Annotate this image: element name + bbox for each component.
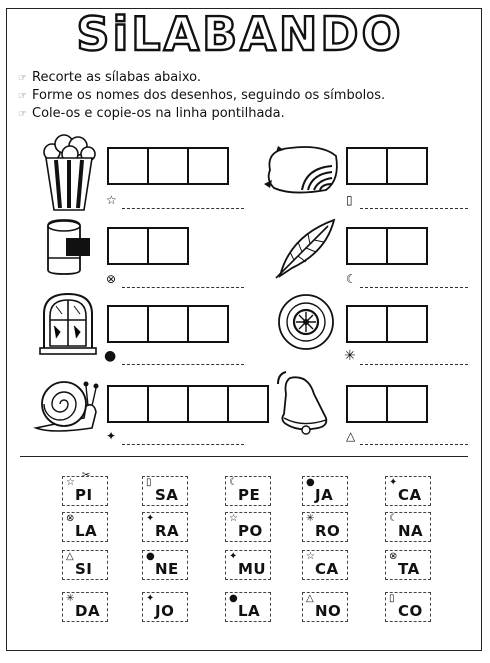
answer-boxes-popcorn [107, 147, 229, 185]
syllable-card[interactable] [385, 512, 431, 542]
clue-symbol: ✳ [344, 348, 356, 364]
answer-box[interactable] [386, 227, 428, 265]
syllable-card[interactable] [142, 592, 188, 622]
writing-line[interactable] [360, 364, 468, 365]
syllable-symbol: ☆ [306, 551, 315, 562]
syllable-card[interactable] [385, 550, 431, 580]
syllable-card[interactable] [302, 550, 348, 580]
answer-box[interactable] [187, 385, 229, 423]
syllable-text: JO [155, 602, 175, 620]
syllable-symbol: ⊗ [389, 551, 398, 562]
answer-box[interactable] [187, 305, 229, 343]
hand-pointer-icon: ☞ [18, 91, 27, 102]
syllable-symbol: ☆ [229, 513, 238, 524]
bell-icon [268, 366, 338, 438]
syllable-card[interactable] [62, 550, 108, 580]
syllable-card[interactable] [142, 550, 188, 580]
answer-box[interactable] [107, 147, 149, 185]
syllable-symbol: ✦ [146, 513, 155, 524]
answer-box[interactable] [346, 385, 388, 423]
writing-line[interactable] [122, 444, 244, 445]
instruction-1: ☞ Recorte as sílabas abaixo. [18, 70, 202, 85]
answer-box[interactable] [386, 385, 428, 423]
window-icon [38, 290, 98, 356]
snail-icon [32, 372, 102, 436]
answer-box[interactable] [147, 227, 189, 265]
clue-symbol: ☆ [106, 193, 117, 207]
popcorn-icon [40, 132, 98, 212]
clue-symbol: ● [104, 348, 117, 364]
pillow-icon [262, 140, 342, 198]
answer-box[interactable] [386, 305, 428, 343]
writing-line[interactable] [360, 208, 468, 209]
answer-box[interactable] [147, 385, 189, 423]
answer-boxes-eye [346, 305, 428, 343]
syllable-text: MU [238, 560, 267, 578]
syllable-text: PE [238, 486, 261, 504]
eye-icon [274, 292, 340, 352]
answer-boxes-pillow [346, 147, 428, 185]
syllable-text: CA [315, 560, 339, 578]
syllable-text: RO [315, 522, 341, 540]
syllable-symbol: ☆ [66, 477, 75, 488]
cut-section-divider [20, 456, 468, 457]
syllable-symbol: ✳ [306, 513, 315, 524]
syllable-symbol: ✦ [146, 593, 155, 604]
syllable-text: CA [398, 486, 422, 504]
hand-pointer-icon: ☞ [18, 73, 27, 84]
answer-box[interactable] [107, 385, 149, 423]
writing-line[interactable] [360, 444, 468, 445]
syllable-symbol: ● [146, 551, 155, 562]
writing-line[interactable] [122, 208, 244, 209]
scissors-icon: ✂ [82, 470, 91, 481]
syllable-text: CO [398, 602, 423, 620]
syllable-symbol: △ [306, 593, 314, 604]
writing-line[interactable] [122, 364, 244, 365]
syllable-card[interactable] [225, 476, 271, 506]
syllable-symbol: ✦ [229, 551, 238, 562]
syllable-text: DA [75, 602, 101, 620]
answer-boxes-feather [346, 227, 428, 265]
syllable-card[interactable] [302, 592, 348, 622]
syllable-text: TA [398, 560, 420, 578]
syllable-symbol: ✦ [389, 477, 398, 488]
syllable-text: PI [75, 486, 93, 504]
clue-symbol: ☾ [346, 272, 357, 286]
syllable-symbol: ✳ [66, 593, 75, 604]
clue-symbol: △ [346, 429, 356, 443]
syllable-text: NE [155, 560, 179, 578]
syllable-text: NO [315, 602, 342, 620]
syllable-symbol: ● [229, 593, 238, 604]
answer-box[interactable] [107, 227, 149, 265]
syllable-text: SA [155, 486, 179, 504]
can-icon [40, 218, 98, 276]
instruction-2: ☞ Forme os nomes dos desenhos, seguindo os símbolos. [18, 88, 386, 103]
syllable-symbol: △ [66, 551, 74, 562]
syllable-text: NA [398, 522, 424, 540]
feather-icon [270, 216, 340, 280]
answer-box[interactable] [346, 227, 388, 265]
syllable-card[interactable] [142, 512, 188, 542]
syllable-card[interactable] [225, 592, 271, 622]
answer-boxes-bell [346, 385, 428, 423]
syllable-card[interactable] [385, 476, 431, 506]
syllable-symbol: ▯ [389, 593, 395, 604]
syllable-text: LA [238, 602, 261, 620]
svg-text:SiLABANDO: SiLABANDO [76, 7, 404, 61]
answer-box[interactable] [107, 305, 149, 343]
instruction-3: ☞ Cole-os e copie-os na linha pontilhada. [18, 106, 285, 121]
syllable-card[interactable] [302, 512, 348, 542]
clue-symbol: ▯ [346, 193, 353, 207]
syllable-symbol: ☾ [389, 513, 398, 524]
answer-boxes-window [107, 305, 229, 343]
syllable-symbol: ● [306, 477, 315, 488]
answer-box[interactable] [227, 385, 269, 423]
syllable-card[interactable] [142, 476, 188, 506]
syllable-text: PO [238, 522, 263, 540]
clue-symbol: ✦ [106, 429, 117, 443]
syllable-symbol: ▯ [146, 477, 152, 488]
answer-box[interactable] [346, 305, 388, 343]
answer-boxes-can [107, 227, 189, 265]
syllable-text: LA [75, 522, 98, 540]
writing-line[interactable] [122, 287, 244, 288]
page-title [40, 6, 440, 62]
writing-line[interactable] [360, 287, 468, 288]
syllable-card[interactable] [62, 592, 108, 622]
clue-symbol: ⊗ [106, 272, 117, 286]
syllable-card[interactable] [225, 512, 271, 542]
answer-boxes-snail [107, 385, 269, 423]
answer-box[interactable] [386, 147, 428, 185]
syllable-text: JA [315, 486, 334, 504]
answer-box[interactable] [346, 147, 388, 185]
hand-pointer-icon: ☞ [18, 109, 27, 120]
answer-box[interactable] [147, 147, 189, 185]
syllable-symbol: ☾ [229, 477, 238, 488]
answer-box[interactable] [147, 305, 189, 343]
syllable-card[interactable] [385, 592, 431, 622]
answer-box[interactable] [187, 147, 229, 185]
syllable-card[interactable] [225, 550, 271, 580]
syllable-text: SI [75, 560, 93, 578]
syllable-text: RA [155, 522, 180, 540]
syllable-card[interactable] [302, 476, 348, 506]
syllable-card[interactable] [62, 512, 108, 542]
syllable-symbol: ⊗ [66, 513, 75, 524]
